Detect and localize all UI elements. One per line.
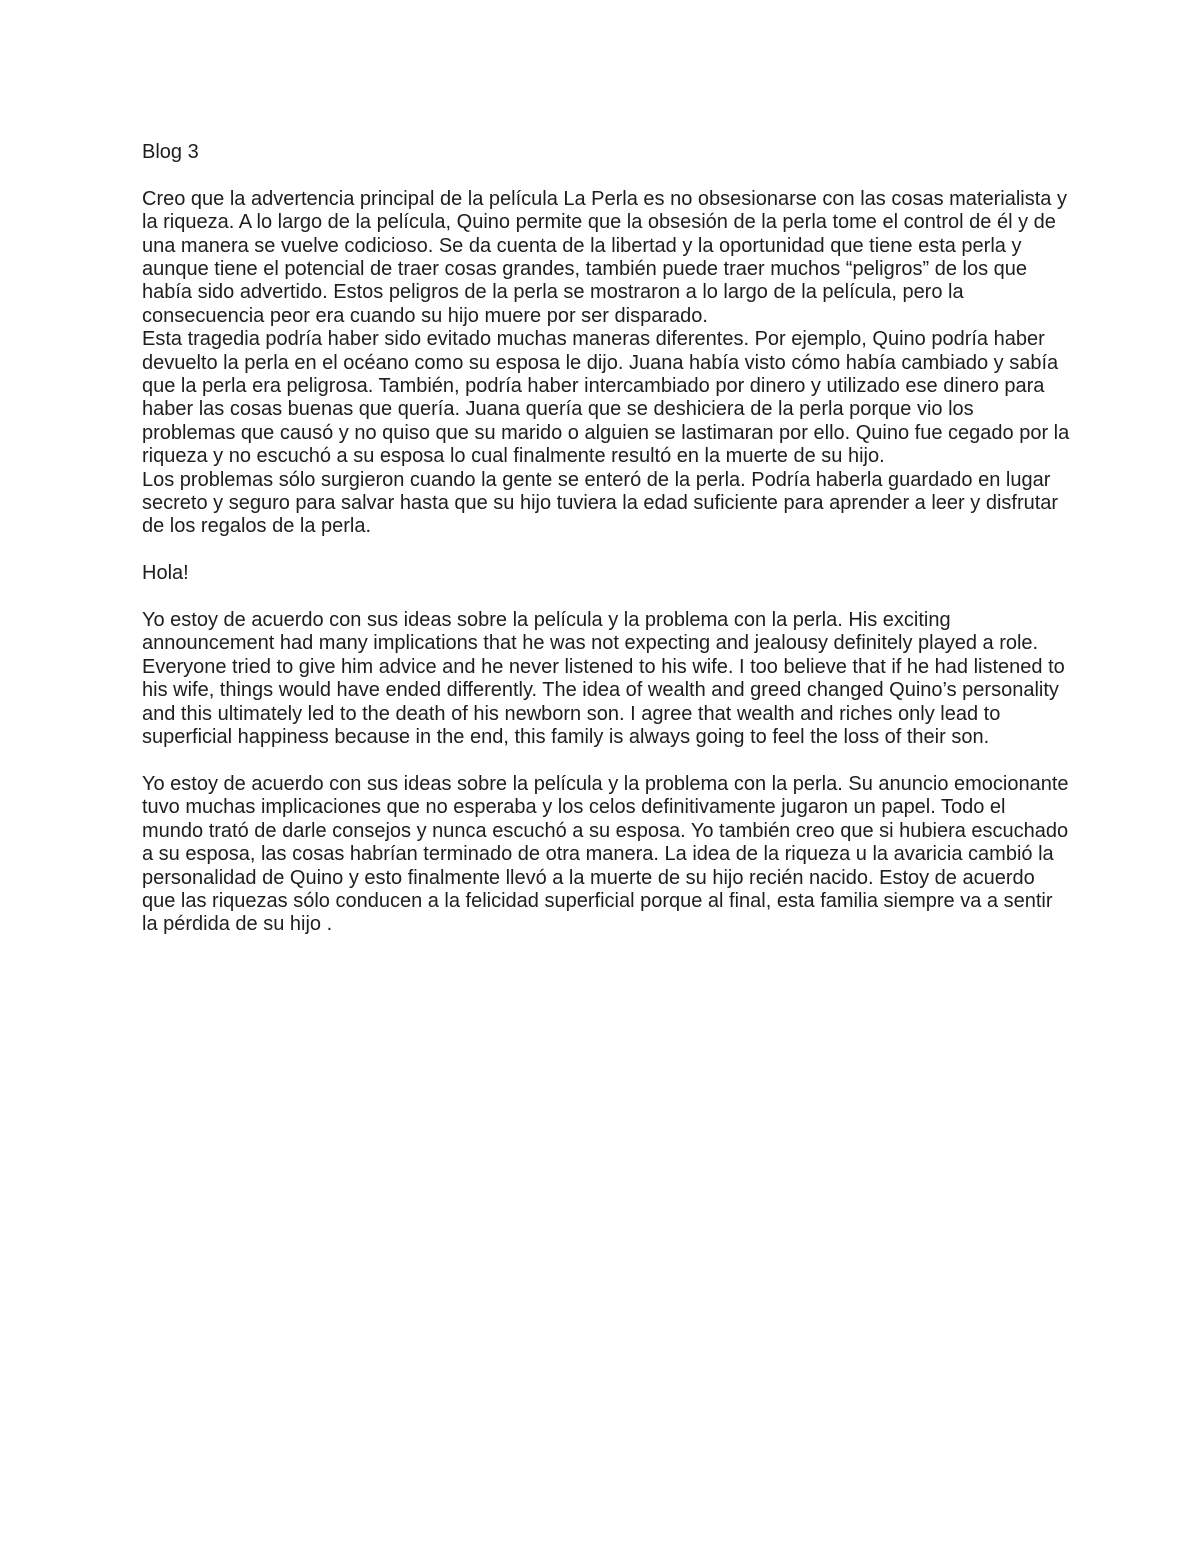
body-paragraph-3: Los problemas sólo surgieron cuando la gente se enteró de la perla. Podría haberla guardado en lugar secreto y seguro para salvar hasta que su hijo tuviera la edad suficiente para aprender a leer y disfrutar de los regalos de la perla. (142, 468, 1059, 538)
spacer (142, 539, 1072, 562)
reply-spanish-paragraph: Yo estoy de acuerdo con sus ideas sobre la película y la problema con la perla. Su anuncio emocionante tuvo muchas implicaciones que no esperaba y los celos definitivamente jugaron un papel. Todo el mundo trató de darle consejos y nunca escuchó a su esposa. Yo también creo que si hubiera escuchado a su esposa, las cosas habrían terminado de otra manera. La idea de la riqueza u la avaricia cambió la personalidad de Quino y esto finalmente llevó a la muerte de su hijo recién nacido. Estoy de acuerdo que las riquezas sólo conducen a la felicidad superficial porque al final, esta familia siempre va a sentir la pérdida de su hijo . (142, 772, 1069, 936)
document-page (142, 141, 1072, 937)
spacer (142, 750, 1072, 773)
body-paragraph-2: Esta tragedia podría haber sido evitado muchas maneras diferentes. Por ejemplo, Quino podría haber devuelto la perla en el océano como su esposa le dijo. Juana había visto cómo había cambiado y sabía que la perla era peligrosa. También, podría haber intercambiado por dinero y utilizado ese dinero para haber las cosas buenas que quería. Juana quería que se deshiciera de la perla porque vio los problemas que causó y no quiso que su marido o alguien se lastimaran por ello. Quino fue cegado por la riqueza y no escuchó a su esposa lo cual finalmente resultó en la muerte de su hijo. (142, 328, 1070, 468)
greeting: Hola! (142, 562, 189, 585)
spacer (142, 586, 1072, 609)
reply-english-paragraph: Yo estoy de acuerdo con sus ideas sobre la película y la problema con la perla. His exciting announcement had many implications that he was not expecting and jealousy definitely played a role. Everyone tried to give him advice and he never listened to his wife. I too believe that if he had listened to his wife, things would have ended differently. The idea of wealth and greed changed Quino’s personality and this ultimately led to the death of his newborn son. I agree that wealth and riches only lead to superficial happiness because in the end, this family is always going to feel the loss of their son. (142, 609, 1065, 749)
body-paragraph-1: Creo que la advertencia principal de la película La Perla es no obsesionarse con las cosas materialista y la riqueza. A lo largo de la película, Quino permite que la obsesión de la perla tome el control de él y de una manera se vuelve codicioso. Se da cuenta de la libertad y la oportunidad que tiene esta perla y aunque tiene el potencial de traer cosas grandes, también puede traer muchos “peligros” de los que había sido advertido. Estos peligros de la perla se mostraron a lo largo de la película, pero la consecuencia peor era cuando su hijo muere por ser disparado. (142, 187, 1067, 327)
document-title: Blog 3 (142, 141, 199, 163)
